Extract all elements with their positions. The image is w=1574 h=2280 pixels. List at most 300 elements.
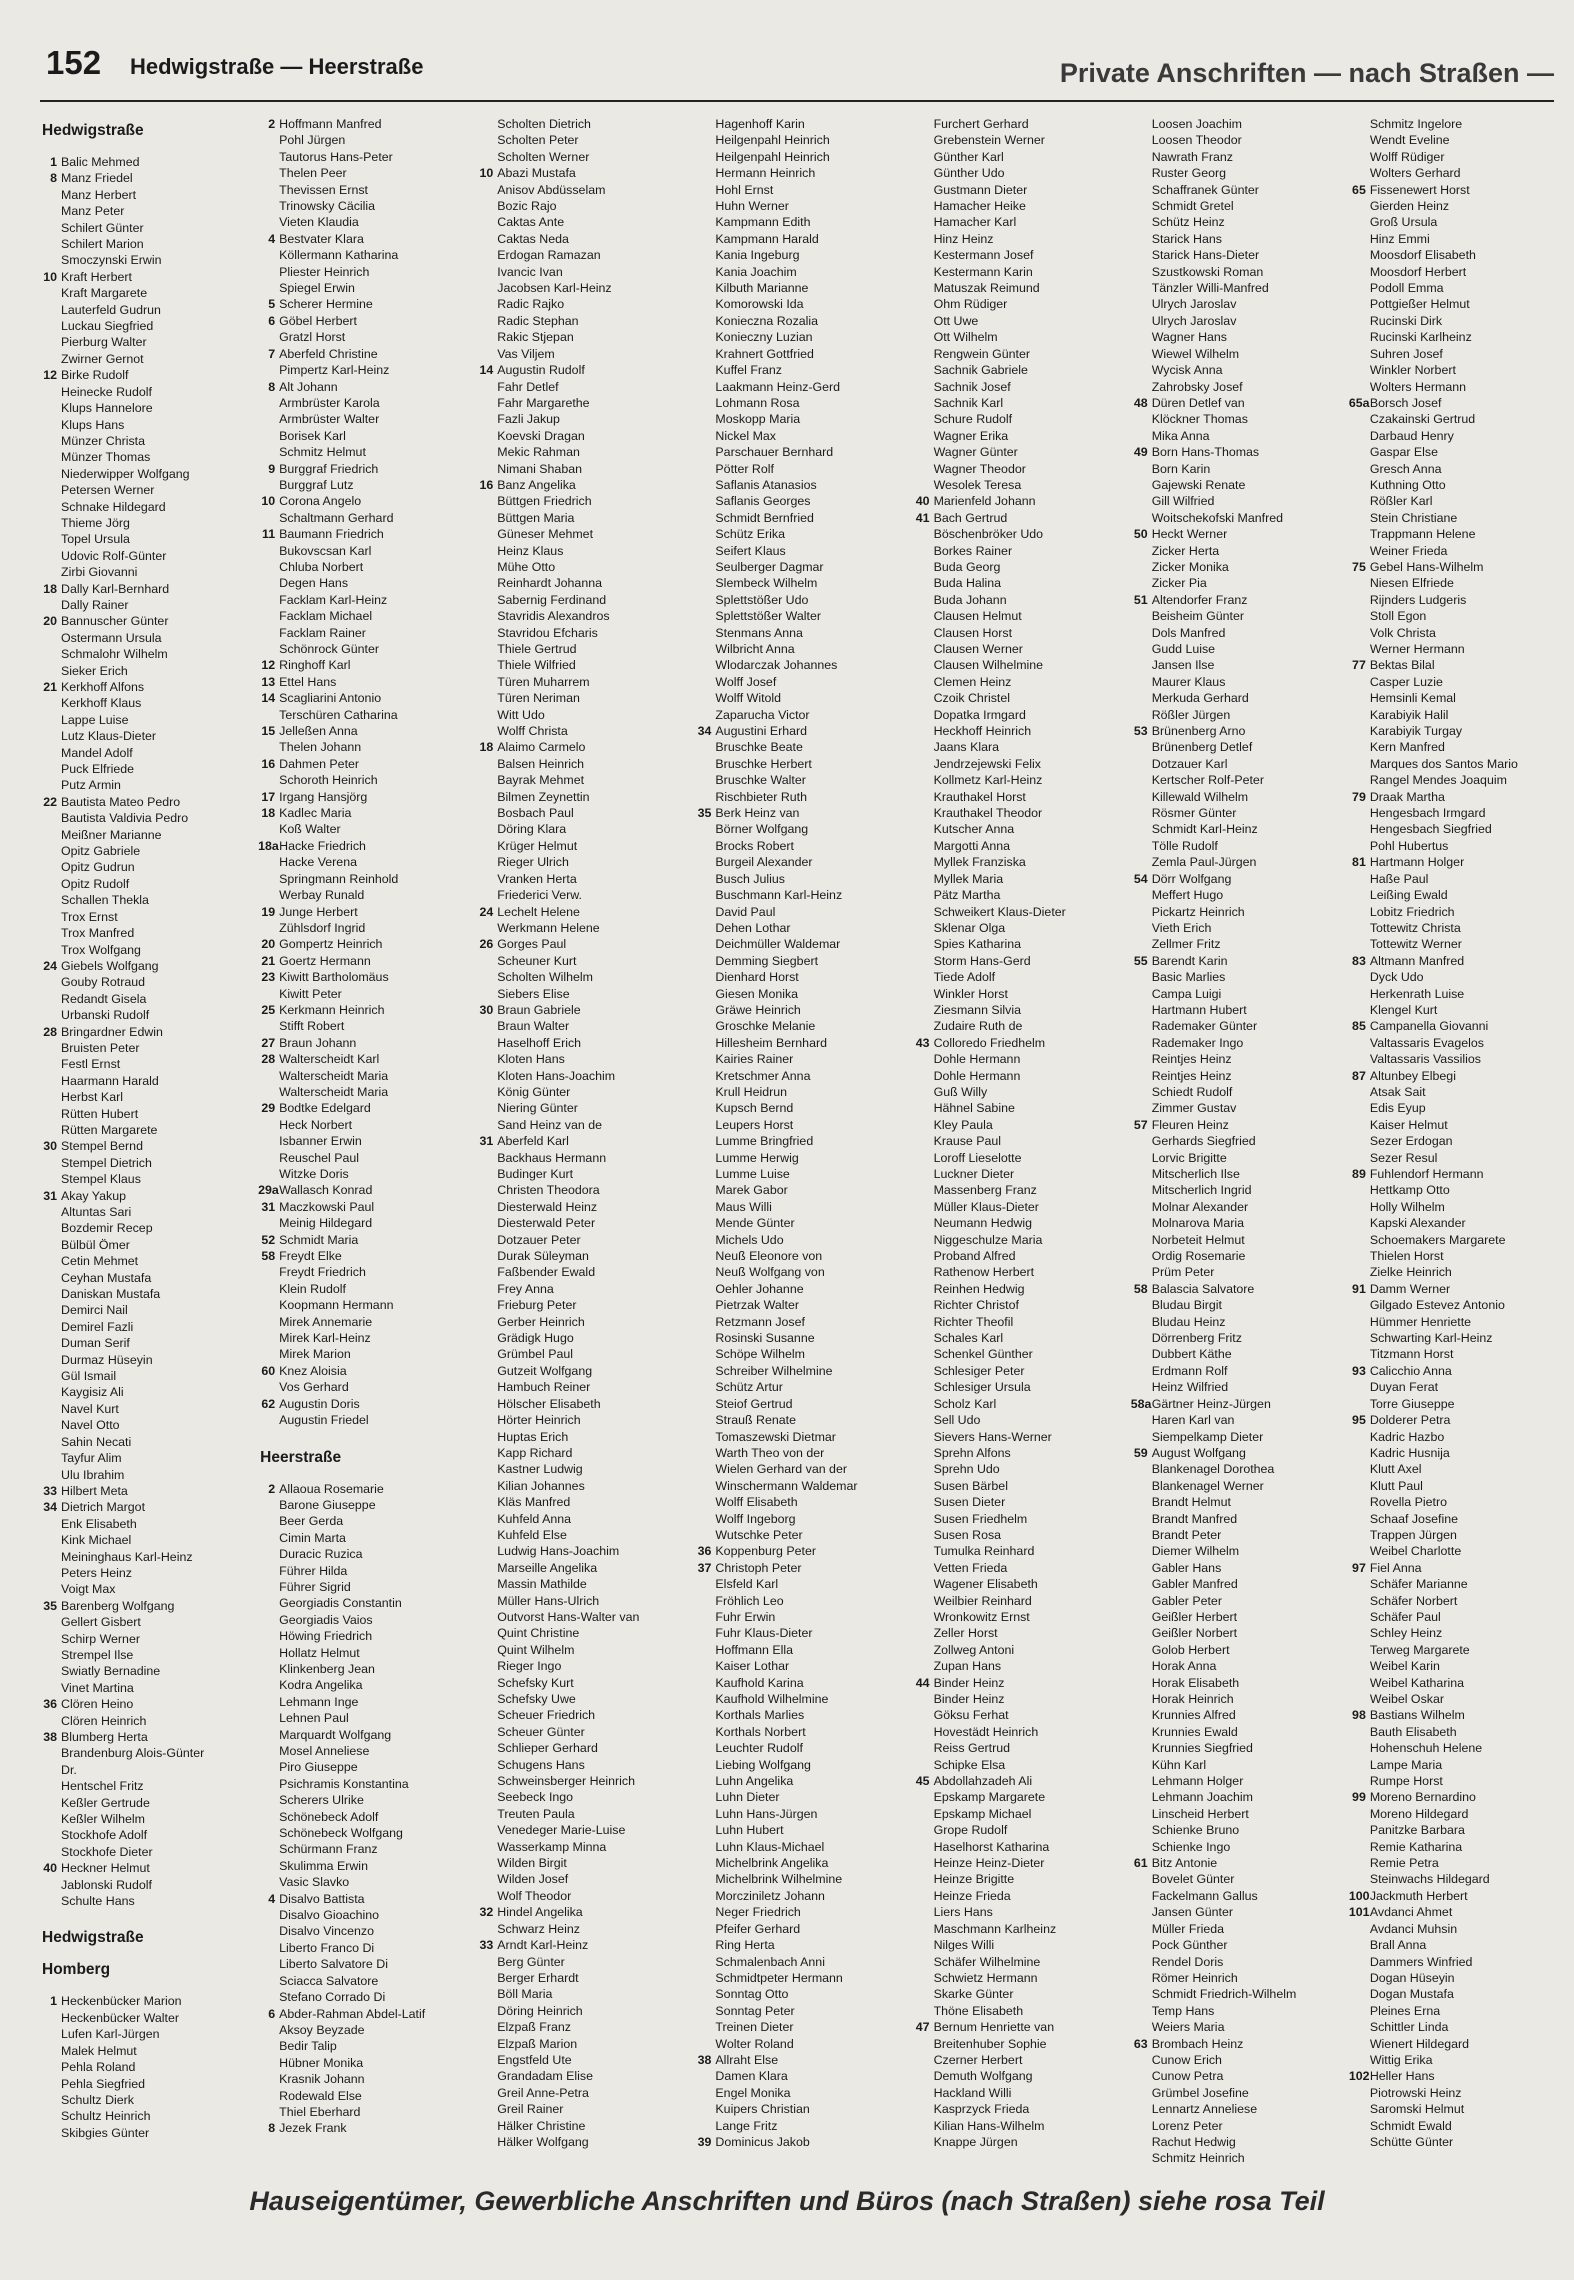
resident-entry <box>1131 1609 1337 1625</box>
resident-name: Sahin Necati <box>61 1434 132 1449</box>
resident-name: Neumann Hedwig <box>933 1216 1033 1231</box>
resident-name: Trox Ernst <box>61 909 118 924</box>
resident-name: Berk Heinz van <box>715 806 800 821</box>
house-number: 43 <box>915 1035 930 1050</box>
resident-entry <box>258 657 464 673</box>
resident-entry <box>258 198 464 214</box>
resident-name: Pimpertz Karl-Heinz <box>279 363 390 378</box>
resident-name: Pottgießer Helmut <box>1369 297 1470 312</box>
resident-entry <box>40 449 246 465</box>
resident-entry <box>1349 723 1555 739</box>
house-number: 93 <box>1352 1363 1366 1378</box>
resident-entry <box>1349 1264 1555 1280</box>
resident-entry <box>1131 1724 1337 1740</box>
resident-entry <box>694 1018 900 1034</box>
resident-name: Rößler Karl <box>1369 494 1433 509</box>
resident-name: Dolderer Petra <box>1369 1413 1451 1428</box>
resident-entry <box>40 1762 246 1778</box>
resident-name: Kraft Margarete <box>61 286 148 301</box>
resident-name: Klinkenberg Jean <box>279 1661 375 1676</box>
resident-entry <box>258 1989 464 2005</box>
resident-entry <box>694 1560 900 1576</box>
resident-entry <box>40 236 246 252</box>
resident-name: Borisek Karl <box>279 428 346 443</box>
resident-entry <box>1349 1117 1555 1133</box>
resident-name: Gilgado Estevez Antonio <box>1369 1298 1505 1313</box>
resident-name: Kern Manfred <box>1369 740 1445 755</box>
house-number: 31 <box>43 1188 57 1203</box>
resident-name: Diemer Wilhelm <box>1151 1544 1240 1559</box>
house-number: 77 <box>1352 658 1366 673</box>
resident-name: Römer Heinrich <box>1151 1970 1238 1985</box>
resident-entry <box>40 1171 246 1187</box>
resident-entry <box>1349 296 1555 312</box>
resident-name: Manz Peter <box>61 204 125 219</box>
resident-name: Bruisten Peter <box>61 1040 140 1055</box>
resident-entry <box>1131 1806 1337 1822</box>
resident-entry <box>913 1921 1119 1937</box>
resident-entry <box>694 1806 900 1822</box>
resident-entry <box>694 329 900 345</box>
resident-name: Kupsch Bernd <box>715 1101 794 1116</box>
resident-entry <box>40 876 246 892</box>
resident-name: Schiedt Rudolf <box>1151 1084 1233 1099</box>
resident-entry <box>40 974 246 990</box>
resident-entry <box>1349 871 1555 887</box>
resident-name: Bruschke Walter <box>715 773 806 788</box>
resident-name: Heckner Helmut <box>61 1861 150 1876</box>
resident-name: Seebeck Ingo <box>497 1790 574 1805</box>
resident-entry <box>1131 1560 1337 1576</box>
resident-entry <box>258 1281 464 1297</box>
resident-name: Gresch Anna <box>1369 461 1442 476</box>
resident-entry <box>694 1888 900 1904</box>
resident-entry <box>476 1494 682 1510</box>
resident-name: Hengesbach Irmgard <box>1369 806 1486 821</box>
resident-entry <box>1131 739 1337 755</box>
resident-entry <box>258 1792 464 1808</box>
resident-name: Wolff Witold <box>715 691 782 706</box>
resident-entry <box>476 1035 682 1051</box>
resident-entry <box>913 329 1119 345</box>
resident-entry <box>913 247 1119 263</box>
resident-entry <box>40 1811 246 1827</box>
resident-name: Winkler Horst <box>933 986 1008 1001</box>
house-number: 33 <box>479 1938 494 1953</box>
resident-entry <box>1349 1625 1555 1641</box>
resident-entry <box>476 543 682 559</box>
resident-entry <box>1131 2068 1337 2084</box>
resident-entry <box>476 2003 682 2019</box>
resident-name: Lorvic Brigitte <box>1151 1150 1227 1165</box>
resident-name: Beisheim Günter <box>1151 609 1244 624</box>
directory-column <box>40 116 246 2167</box>
resident-entry <box>694 739 900 755</box>
resident-name: Luhn Hans-Jürgen <box>715 1806 818 1821</box>
resident-name: Geißler Norbert <box>1151 1626 1238 1641</box>
house-number: 8 <box>268 2121 276 2136</box>
resident-name: Schilert Günter <box>61 220 144 235</box>
resident-name: Bülbül Ömer <box>61 1237 130 1252</box>
resident-entry <box>40 531 246 547</box>
resident-name: Bosbach Paul <box>497 806 574 821</box>
resident-entry <box>258 313 464 329</box>
resident-name: Myllek Maria <box>933 871 1004 886</box>
resident-entry <box>694 116 900 132</box>
resident-name: Kühn Karl <box>1151 1757 1207 1772</box>
resident-name: Schure Rudolf <box>933 412 1013 427</box>
resident-entry <box>1131 1264 1337 1280</box>
resident-name: Voigt Max <box>61 1582 116 1597</box>
resident-entry <box>40 433 246 449</box>
resident-entry <box>1349 887 1555 903</box>
resident-name: Gabler Peter <box>1151 1593 1222 1608</box>
resident-entry <box>40 2076 246 2092</box>
resident-entry <box>258 690 464 706</box>
resident-entry <box>913 116 1119 132</box>
resident-entry <box>476 1986 682 2002</box>
resident-entry <box>476 969 682 985</box>
resident-entry <box>476 641 682 657</box>
resident-entry <box>40 417 246 433</box>
resident-entry <box>1349 1084 1555 1100</box>
resident-entry <box>1349 379 1555 395</box>
resident-name: Trox Wolfgang <box>61 942 141 957</box>
resident-name: Bastians Wilhelm <box>1369 1708 1465 1723</box>
resident-name: Hörter Heinrich <box>497 1413 581 1428</box>
resident-entry <box>913 1412 1119 1428</box>
resident-entry <box>1349 461 1555 477</box>
resident-name: Friederici Verw. <box>497 888 582 903</box>
resident-entry <box>913 296 1119 312</box>
resident-entry <box>913 1543 1119 1559</box>
resident-entry <box>694 1379 900 1395</box>
resident-name: Schley Heinz <box>1369 1626 1443 1641</box>
house-number: 91 <box>1352 1281 1366 1296</box>
house-number: 39 <box>697 2134 712 2149</box>
resident-name: Tautorus Hans-Peter <box>279 149 393 164</box>
resident-entry <box>1131 2019 1337 2035</box>
resident-name: Müller Klaus-Dieter <box>933 1199 1039 1214</box>
resident-entry <box>1349 1642 1555 1658</box>
resident-entry <box>476 1576 682 1592</box>
resident-entry <box>694 1051 900 1067</box>
house-number: 7 <box>268 346 276 361</box>
resident-name: Diesterwald Peter <box>497 1216 596 1231</box>
resident-entry <box>1349 1511 1555 1527</box>
resident-entry <box>913 132 1119 148</box>
house-number: 36 <box>697 1544 712 1559</box>
resident-name: Tottewitz Werner <box>1369 937 1462 952</box>
resident-name: Maschmann Karlheinz <box>933 1921 1057 1936</box>
resident-name: Heinze Brigitte <box>933 1872 1015 1887</box>
resident-name: Schütte Günter <box>1369 2134 1454 2149</box>
resident-entry <box>694 313 900 329</box>
resident-entry <box>1349 1412 1555 1428</box>
house-number: 6 <box>268 2006 276 2021</box>
resident-name: Bodtke Edelgard <box>279 1101 371 1116</box>
resident-entry <box>476 1691 682 1707</box>
resident-name: Rucinski Karlheinz <box>1369 330 1472 345</box>
resident-entry <box>913 789 1119 805</box>
house-number: 24 <box>43 958 57 973</box>
resident-entry <box>913 1625 1119 1641</box>
resident-entry <box>694 707 900 723</box>
page-header <box>40 38 1554 96</box>
resident-entry <box>476 1429 682 1445</box>
resident-name: Hamacher Karl <box>933 215 1017 230</box>
house-number: 12 <box>43 368 57 383</box>
resident-entry <box>694 1035 900 1051</box>
resident-entry <box>476 1707 682 1723</box>
resident-entry <box>1131 510 1337 526</box>
resident-entry <box>476 395 682 411</box>
resident-entry <box>694 1150 900 1166</box>
resident-entry <box>1349 346 1555 362</box>
resident-name: Konieczny Luzian <box>715 330 813 345</box>
resident-entry <box>40 1729 246 1745</box>
resident-entry <box>694 2003 900 2019</box>
resident-entry <box>1349 625 1555 641</box>
resident-name: Hilbert Meta <box>61 1483 128 1498</box>
resident-name: Kiwitt Peter <box>279 986 342 1001</box>
resident-entry <box>913 821 1119 837</box>
resident-entry <box>694 625 900 641</box>
resident-entry <box>913 198 1119 214</box>
resident-entry <box>40 663 246 679</box>
resident-name: Edis Eyup <box>1369 1101 1426 1116</box>
resident-name: Loosen Joachim <box>1151 117 1242 131</box>
resident-name: Büttgen Friedrich <box>497 494 592 509</box>
resident-name: Brandenburg Alois-Günter <box>61 1746 205 1761</box>
resident-entry <box>1131 280 1337 296</box>
resident-name: Liebing Wolfgang <box>715 1757 811 1772</box>
resident-entry <box>1349 1806 1555 1822</box>
resident-entry <box>1349 756 1555 772</box>
resident-entry <box>476 329 682 345</box>
resident-entry <box>694 838 900 854</box>
resident-entry <box>913 1100 1119 1116</box>
resident-entry <box>1349 1789 1555 1805</box>
resident-entry <box>1349 1461 1555 1477</box>
directory-column <box>694 116 900 2167</box>
resident-name: Lumme Herwig <box>715 1150 799 1165</box>
resident-entry <box>476 1675 682 1691</box>
resident-entry <box>476 1363 682 1379</box>
resident-entry <box>1131 2134 1337 2150</box>
house-number: 31 <box>261 1199 276 1214</box>
resident-entry <box>476 1379 682 1395</box>
resident-entry <box>1131 526 1337 542</box>
resident-entry <box>1131 1182 1337 1198</box>
resident-name: Piotrowski Heinz <box>1369 2085 1462 2100</box>
resident-entry <box>258 510 464 526</box>
resident-name: Weibel Oskar <box>1369 1692 1444 1706</box>
resident-name: Quint Wilhelm <box>497 1642 575 1657</box>
resident-name: Lehnen Paul <box>279 1711 349 1726</box>
resident-name: Luhn Angelika <box>715 1774 794 1789</box>
resident-entry <box>258 116 464 132</box>
resident-entry <box>258 1825 464 1841</box>
resident-name: Sachnik Josef <box>933 379 1011 394</box>
resident-entry <box>1349 1707 1555 1723</box>
resident-name: Neuß Eleonore von <box>715 1249 823 1264</box>
resident-name: Kaufhold Wilhelmine <box>715 1692 829 1706</box>
resident-entry <box>913 1232 1119 1248</box>
resident-name: Kertscher Rolf-Peter <box>1151 773 1264 788</box>
resident-name: Treuten Paula <box>497 1806 575 1821</box>
resident-name: Susen Dieter <box>933 1495 1006 1510</box>
resident-entry <box>476 362 682 378</box>
resident-entry <box>40 384 246 400</box>
resident-name: Müller Hans-Ulrich <box>497 1593 600 1608</box>
house-number: 62 <box>261 1396 276 1411</box>
resident-entry <box>258 1891 464 1907</box>
resident-entry <box>40 1188 246 1204</box>
resident-entry <box>258 165 464 181</box>
resident-entry <box>1349 1494 1555 1510</box>
resident-entry <box>694 1068 900 1084</box>
resident-entry <box>694 904 900 920</box>
resident-name: Grebenstein Werner <box>933 133 1045 148</box>
resident-name: Zicker Pia <box>1151 576 1207 591</box>
resident-name: Fackelmann Gallus <box>1151 1888 1258 1903</box>
resident-name: Caktas Neda <box>497 231 569 246</box>
resident-name: Mirek Annemarie <box>279 1314 373 1329</box>
resident-entry <box>40 1713 246 1729</box>
resident-entry <box>694 986 900 1002</box>
resident-entry <box>40 1024 246 1040</box>
resident-entry <box>1131 1921 1337 1937</box>
resident-entry <box>476 674 682 690</box>
resident-name: Pötter Rolf <box>715 461 774 476</box>
house-number: 40 <box>43 1861 57 1876</box>
resident-entry <box>913 362 1119 378</box>
resident-name: Zollweg Antoni <box>933 1642 1015 1657</box>
resident-name: Thiele Wilfried <box>497 658 576 673</box>
house-number: 21 <box>43 680 57 694</box>
resident-entry <box>694 1100 900 1116</box>
house-number: 65 <box>1352 182 1366 197</box>
resident-entry <box>694 1822 900 1838</box>
resident-entry <box>1349 1560 1555 1576</box>
resident-entry <box>40 1302 246 1318</box>
house-number: 54 <box>1133 871 1148 886</box>
resident-entry <box>694 1593 900 1609</box>
resident-entry <box>1131 674 1337 690</box>
resident-entry <box>913 2052 1119 2068</box>
resident-entry <box>40 187 246 203</box>
resident-name: Schmitz Helmut <box>279 445 366 460</box>
resident-entry <box>258 1645 464 1661</box>
house-number: 37 <box>697 1560 712 1575</box>
resident-name: Mirek Karl-Heinz <box>279 1331 371 1346</box>
resident-entry <box>476 231 682 247</box>
resident-entry <box>913 936 1119 952</box>
house-number: 58a <box>1130 1396 1152 1411</box>
resident-entry <box>40 630 246 646</box>
resident-entry <box>913 559 1119 575</box>
resident-entry <box>40 482 246 498</box>
resident-entry <box>476 575 682 591</box>
resident-name: Storm Hans-Gerd <box>933 953 1031 968</box>
resident-entry <box>258 526 464 542</box>
resident-entry <box>258 674 464 690</box>
resident-entry <box>476 461 682 477</box>
resident-name: Rangel Mendes Joaquim <box>1369 773 1507 788</box>
resident-entry <box>476 854 682 870</box>
resident-entry <box>476 772 682 788</box>
resident-name: Seifert Klaus <box>715 543 786 558</box>
resident-entry <box>1131 1051 1337 1067</box>
resident-name: Dörr Wolfgang <box>1151 871 1232 886</box>
resident-entry <box>258 296 464 312</box>
resident-name: Braun Gabriele <box>497 1002 581 1017</box>
resident-name: Schaffranek Günter <box>1151 182 1259 197</box>
resident-entry <box>913 411 1119 427</box>
resident-name: Balsen Heinrich <box>497 756 585 771</box>
resident-name: Thöne Elisabeth <box>933 2003 1024 2018</box>
house-number: 48 <box>1133 395 1148 410</box>
resident-name: Massenberg Franz <box>933 1183 1037 1198</box>
resident-entry <box>258 2104 464 2120</box>
resident-entry <box>913 1888 1119 1904</box>
resident-name: Dohle Hermann <box>933 1052 1021 1067</box>
resident-entry <box>1349 2052 1555 2068</box>
resident-entry <box>476 2101 682 2117</box>
resident-name: Clausen Horst <box>933 625 1013 640</box>
resident-name: Jansen Ilse <box>1151 658 1215 673</box>
resident-entry <box>1349 543 1555 559</box>
resident-name: Chluba Norbert <box>279 559 364 574</box>
resident-name: Dogan Mustafa <box>1369 1987 1454 2002</box>
resident-entry <box>1131 1297 1337 1313</box>
resident-entry <box>694 805 900 821</box>
resident-name: Grümbel Paul <box>497 1347 574 1362</box>
resident-name: Hübner Monika <box>279 2055 364 2070</box>
resident-name: Hackland Willi <box>933 2085 1012 2100</box>
resident-name: Komorowski Ida <box>715 297 804 312</box>
resident-entry <box>913 1248 1119 1264</box>
resident-entry <box>913 149 1119 165</box>
resident-name: Irgang Hansjörg <box>279 789 368 804</box>
resident-entry <box>1131 625 1337 641</box>
resident-entry <box>258 214 464 230</box>
resident-entry <box>1349 1527 1555 1543</box>
resident-name: Stempel Klaus <box>61 1172 141 1187</box>
resident-name: Pehla Roland <box>61 2060 136 2075</box>
resident-entry <box>476 1002 682 1018</box>
resident-name: Jelleßen Anna <box>279 724 358 739</box>
resident-name: Oehler Johanne <box>715 1281 804 1296</box>
resident-entry <box>694 1773 900 1789</box>
resident-entry <box>258 1363 464 1379</box>
resident-entry <box>694 165 900 181</box>
resident-name: Massin Mathilde <box>497 1577 587 1592</box>
resident-name: Michelbrink Angelika <box>715 1856 829 1871</box>
resident-name: Scholten Werner <box>497 149 590 164</box>
resident-name: Damen Klara <box>715 2069 788 2084</box>
resident-entry <box>40 1893 246 1909</box>
resident-name: Greil Anne-Petra <box>497 2085 589 2100</box>
resident-name: Avdanci Muhsin <box>1369 1921 1458 1936</box>
resident-entry <box>1131 1691 1337 1707</box>
resident-entry <box>694 1871 900 1887</box>
resident-name: Thelen Peer <box>279 166 347 181</box>
resident-entry <box>1131 543 1337 559</box>
resident-name: Sachnik Karl <box>933 395 1004 410</box>
resident-entry <box>913 1084 1119 1100</box>
